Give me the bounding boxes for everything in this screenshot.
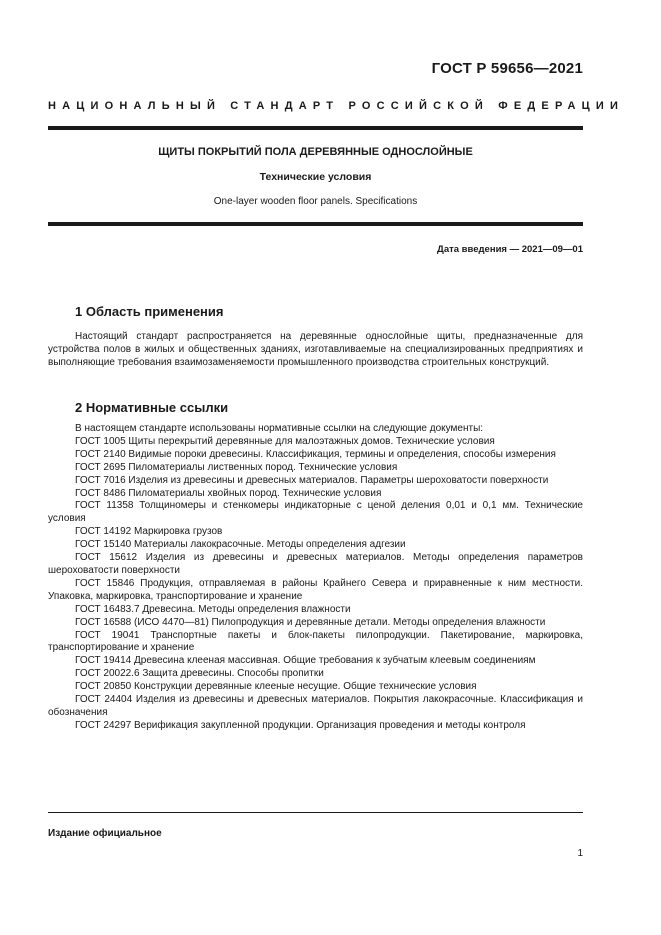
reference-item: ГОСТ 15612 Изделия из древесины и древесных материалов. Методы определения параметров шероховатости поверхности [48,552,583,576]
reference-item: ГОСТ 14192 Маркировка грузов [75,526,223,538]
reference-item: ГОСТ 16483.7 Древесина. Методы определения влажности [75,603,351,615]
document-title: ЩИТЫ ПОКРЫТИЙ ПОЛА ДЕРЕВЯННЫЕ ОДНОСЛОЙНЫЕ [158,146,473,158]
reference-item: ГОСТ 20022.6 Защита древесины. Способы пропитки [75,668,324,680]
reference-item: ГОСТ 2140 Видимые пороки древесины. Классификация, термины и определения, способы измерения [75,448,556,460]
reference-item: ГОСТ 16588 (ИСО 4470—81) Пилопродукция и деревянные детали. Методы определения влажности [75,616,546,628]
document-title-english: One-layer wooden floor panels. Specifications [213,196,418,207]
section-heading-scope: 1 Область применения [75,304,224,319]
page-number: 1 [577,848,583,859]
reference-item: ГОСТ 19041 Транспортные пакеты и блок-пакеты пилопродукции. Пакетирование, маркировка, транспортирование и хранение [48,629,583,654]
reference-item: ГОСТ 20850 Конструкции деревянные клееные несущие. Общие технические условия [75,681,477,693]
national-standard-caption: НАЦИОНАЛЬНЫЙ СТАНДАРТ РОССИЙСКОЙ ФЕДЕРАЦИИ [48,100,625,112]
footer-rule [48,812,583,813]
reference-item: ГОСТ 15140 Материалы лакокрасочные. Методы определения адгезии [75,539,406,551]
reference-item: ГОСТ 11358 Толщиномеры и стенкомеры индикаторные с ценой деления 0,01 и 0,1 мм. Технические условия [48,500,583,525]
document-subtitle: Технические условия [259,171,372,183]
reference-item: ГОСТ 1005 Щиты перекрытий деревянные для малоэтажных домов. Технические условия [75,435,495,447]
section-scope-body [48,331,583,370]
reference-item: ГОСТ 2695 Пиломатериалы лиственных пород. Технические условия [75,461,398,473]
reference-item: ГОСТ 7016 Изделия из древесины и древесных материалов. Параметры шероховатости поверхности [75,474,549,486]
introduction-date: Дата введения — 2021—09—01 [437,244,583,255]
official-edition-label: Издание официальное [48,828,162,839]
references-intro: В настоящем стандарте использованы нормативные ссылки на следующие документы: [75,423,484,434]
references-list [48,423,583,733]
reference-item: ГОСТ 15846 Продукция, отправляемая в районы Крайнего Севера и приравненные к ним местности. Упаковка, маркировка, транспортирование и хранение [48,577,583,602]
document-number: ГОСТ Р 59656—2021 [431,60,583,77]
reference-item: ГОСТ 24404 Изделия из древесины и древесных материалов. Покрытия лакокрасочные. Классификация и обозначения [48,694,583,718]
header-rule-top [48,126,583,130]
section-heading-references: 2 Нормативные ссылки [75,400,229,415]
reference-item: ГОСТ 24297 Верификация закупленной продукции. Организация проведения и методы контроля [75,719,526,731]
reference-item: ГОСТ 8486 Пиломатериалы хвойных пород. Технические условия [75,487,382,499]
header-rule-bottom [48,222,583,226]
reference-item: ГОСТ 19414 Древесина клееная массивная. Общие требования к зубчатым клеевым соединениям [75,655,536,667]
scope-paragraph: Настоящий стандарт распространяется на деревянные однослойные щиты, предназначенные для устройства полов в жилых и общественных зданиях, изготавливаемые на специализированных предприятиях и выполняющие требования взаимозаменяемости промышленного производства строительных конструкций. [48,331,583,368]
